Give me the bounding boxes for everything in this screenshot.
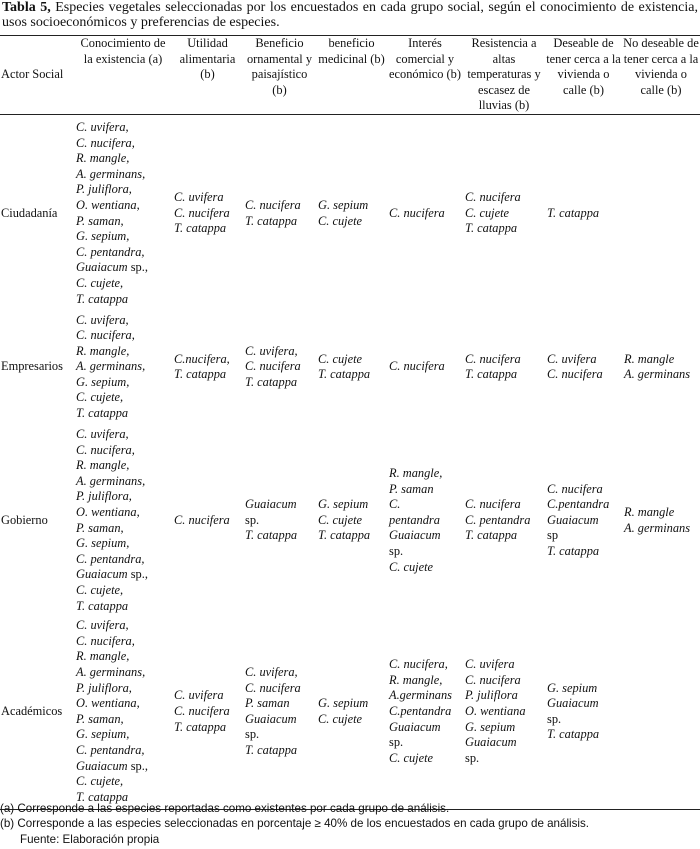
species-name: A. germinans, bbox=[76, 359, 146, 374]
species-cell bbox=[622, 307, 700, 427]
species-name: P. saman, bbox=[76, 711, 124, 726]
species-name: C. nucifera bbox=[547, 481, 603, 496]
species-name: C. cujete bbox=[389, 559, 434, 574]
species-name: C. cujete bbox=[318, 711, 363, 726]
species-name: C. bbox=[389, 497, 401, 512]
table-row bbox=[0, 427, 700, 614]
species-name: Guaiacum sp., bbox=[76, 260, 148, 275]
species-name: C. nucifera bbox=[465, 672, 521, 687]
species-name: C. uvifera bbox=[174, 688, 224, 703]
species-cell bbox=[545, 614, 622, 810]
species-cell bbox=[172, 307, 243, 427]
species-name: sp. bbox=[389, 544, 404, 559]
table-row bbox=[0, 114, 700, 307]
species-cell bbox=[316, 427, 387, 614]
species-name: C. uvifera, bbox=[76, 427, 129, 442]
species-name: C. nucifera bbox=[389, 205, 445, 220]
species-name: R. mangle, bbox=[389, 672, 443, 687]
species-name: T. catappa bbox=[465, 221, 518, 236]
species-name: C. nucifera, bbox=[389, 657, 448, 672]
species-cell bbox=[463, 307, 545, 427]
species-name: C. nucifera bbox=[465, 497, 521, 512]
note-b: (b) Corresponde a las especies seleccionadas en porcentaje ≥ 40% de los encuestados en cada grupo de análisis. bbox=[0, 817, 589, 831]
species-name: T. catappa bbox=[547, 544, 600, 559]
species-name: T. catappa bbox=[76, 598, 129, 613]
header-deseable: Deseable de tener cerca a la vivienda o calle (b) bbox=[546, 36, 621, 97]
species-name: P. saman bbox=[389, 481, 434, 496]
species-name: C. pentandra bbox=[465, 512, 531, 527]
species-cell bbox=[545, 114, 622, 307]
species-name: Guaiacum bbox=[547, 512, 599, 527]
header-resistencia: Resistencia a altas temperaturas y escasez de lluvias (b) bbox=[467, 36, 541, 113]
species-name: A. germinans, bbox=[76, 166, 146, 181]
species-name: T. catappa bbox=[547, 727, 600, 742]
species-name: C. cujete bbox=[318, 512, 363, 527]
species-cell bbox=[243, 614, 316, 810]
species-name: Guaiacum bbox=[389, 719, 441, 734]
species-name: Guaiacum bbox=[547, 696, 599, 711]
header-actor-social: Actor Social bbox=[1, 67, 64, 82]
species-name: sp. bbox=[245, 727, 260, 742]
species-name: C. uvifera, bbox=[76, 618, 129, 633]
species-name: Guaiacum sp., bbox=[76, 567, 148, 582]
species-cell bbox=[243, 427, 316, 614]
species-name: G. sepium, bbox=[76, 727, 130, 742]
species-name: T. catappa bbox=[76, 406, 129, 421]
species-name: T. catappa bbox=[174, 719, 227, 734]
species-name: C. pentandra, bbox=[76, 742, 145, 757]
species-name: P. juliflora, bbox=[76, 680, 132, 695]
species-cell bbox=[622, 114, 700, 307]
header-interes-comercial: Interés comercial y económico (b) bbox=[389, 36, 461, 82]
species-name: R. mangle, bbox=[76, 343, 130, 358]
table-header-row bbox=[0, 36, 700, 115]
species-cell bbox=[243, 307, 316, 427]
species-name: C. pentandra, bbox=[76, 244, 145, 259]
species-name: C. cujete, bbox=[76, 390, 124, 405]
species-name: sp. bbox=[245, 512, 260, 527]
species-name: O. wentiana, bbox=[76, 197, 140, 212]
species-name: A. germinans, bbox=[76, 664, 146, 679]
species-name: C. uvifera bbox=[465, 657, 515, 672]
table-caption bbox=[2, 0, 698, 30]
species-name: P. juliflora, bbox=[76, 489, 132, 504]
species-cell bbox=[316, 114, 387, 307]
species-cell bbox=[387, 427, 463, 614]
species-name: A. germinans bbox=[624, 520, 691, 535]
species-name: R. mangle, bbox=[389, 466, 443, 481]
species-name: C. nucifera bbox=[174, 205, 230, 220]
species-name: C. cujete bbox=[318, 351, 363, 366]
species-name: C. cujete, bbox=[76, 583, 124, 598]
species-name: P. saman bbox=[245, 696, 290, 711]
header-beneficio-medicinal: beneficio medicinal (b) bbox=[318, 36, 385, 66]
species-name: R. mangle, bbox=[76, 649, 130, 664]
species-name: Guaiacum sp., bbox=[76, 758, 148, 773]
actor-cell: Empresarios bbox=[1, 359, 63, 374]
header-utilidad-alimentaria: Utilidad alimentaria (b) bbox=[179, 36, 236, 82]
species-name: G. sepium, bbox=[76, 374, 130, 389]
species-name: R. mangle, bbox=[76, 151, 130, 166]
table-notes bbox=[0, 801, 589, 847]
species-name: O. wentiana bbox=[465, 703, 526, 718]
species-name: G. sepium bbox=[318, 497, 369, 512]
species-cell bbox=[463, 614, 545, 810]
species-name: C. nucifera, bbox=[76, 442, 135, 457]
species-name: Guaiacum bbox=[465, 735, 517, 750]
species-name: T. catappa bbox=[318, 367, 371, 382]
species-name: O. wentiana, bbox=[76, 505, 140, 520]
actor-cell: Gobierno bbox=[1, 512, 48, 527]
species-cell bbox=[172, 114, 243, 307]
species-name: R. mangle bbox=[624, 505, 675, 520]
species-name: C. nucifera bbox=[245, 680, 301, 695]
species-name: P. saman, bbox=[76, 213, 124, 228]
species-name: C. pentandra, bbox=[76, 551, 145, 566]
species-name: O. wentiana, bbox=[76, 696, 140, 711]
species-name: C. nucifera bbox=[547, 367, 603, 382]
species-name: T. catappa bbox=[245, 528, 298, 543]
species-name: T. catappa bbox=[76, 291, 129, 306]
species-name: C.nucifera, bbox=[174, 351, 230, 366]
species-cell bbox=[622, 614, 700, 810]
table-row bbox=[0, 614, 700, 810]
species-name: Guaiacum bbox=[245, 711, 297, 726]
table-caption-text: Especies vegetales seleccionadas por los encuestados en cada grupo social, según el conocimiento de existencia, usos socioeconómicos y preferencias de especies. bbox=[2, 0, 698, 30]
species-cell bbox=[622, 427, 700, 614]
species-name: G. sepium bbox=[318, 696, 369, 711]
species-name: C. uvifera, bbox=[76, 119, 129, 134]
species-cell bbox=[316, 614, 387, 810]
species-cell bbox=[545, 307, 622, 427]
species-name: Guaiacum bbox=[245, 497, 297, 512]
species-name: C. nucifera, bbox=[76, 633, 135, 648]
species-name: C. cujete bbox=[465, 205, 510, 220]
species-name: C. cujete, bbox=[76, 774, 124, 789]
species-name: A. germinans bbox=[624, 367, 691, 382]
source-note: Fuente: Elaboración propia bbox=[20, 832, 160, 846]
species-name: C. cujete, bbox=[76, 275, 124, 290]
species-cell bbox=[74, 114, 172, 307]
species-name: T. catappa bbox=[465, 367, 518, 382]
species-name: A.germinans bbox=[389, 688, 452, 703]
species-name: T. catappa bbox=[318, 528, 371, 543]
species-name: G. sepium bbox=[318, 197, 369, 212]
species-name: T. catappa bbox=[245, 213, 298, 228]
species-name: P. juliflora, bbox=[76, 182, 132, 197]
table-caption-label: Tabla 5, bbox=[2, 0, 51, 15]
species-cell bbox=[243, 114, 316, 307]
table-row bbox=[0, 307, 700, 427]
species-name: T. catappa bbox=[245, 374, 298, 389]
species-cell bbox=[74, 307, 172, 427]
species-cell bbox=[387, 114, 463, 307]
species-name: sp. bbox=[547, 711, 562, 726]
species-cell bbox=[74, 427, 172, 614]
species-cell bbox=[545, 427, 622, 614]
species-cell bbox=[387, 307, 463, 427]
header-beneficio-ornamental: Beneficio ornamental y paisajístico (b) bbox=[246, 36, 313, 97]
species-name: C. uvifera, bbox=[76, 312, 129, 327]
species-name: A. germinans, bbox=[76, 473, 146, 488]
species-name: T. catappa bbox=[547, 205, 600, 220]
species-name: T. catappa bbox=[465, 528, 518, 543]
header-no-deseable: No deseable de tener cerca a la vivienda o calle (b) bbox=[623, 36, 699, 97]
species-name: R. mangle, bbox=[76, 458, 130, 473]
species-name: C. nucifera, bbox=[76, 328, 135, 343]
species-name: C. cujete bbox=[389, 750, 434, 765]
species-name: C.pentandra bbox=[547, 497, 610, 512]
species-name: P. saman, bbox=[76, 520, 124, 535]
species-name: sp bbox=[547, 528, 559, 543]
species-name: C. nucifera bbox=[245, 197, 301, 212]
species-name: sp. bbox=[465, 750, 480, 765]
species-name: sp. bbox=[389, 735, 404, 750]
species-cell bbox=[463, 114, 545, 307]
species-name: C.pentandra bbox=[389, 703, 452, 718]
species-cell bbox=[172, 427, 243, 614]
species-name: C. nucifera bbox=[465, 351, 521, 366]
species-cell bbox=[172, 614, 243, 810]
species-name: C. uvifera, bbox=[245, 343, 298, 358]
species-name: C. nucifera bbox=[245, 359, 301, 374]
species-name: P. juliflora bbox=[465, 688, 518, 703]
species-name: R. mangle bbox=[624, 351, 675, 366]
species-name: C. uvifera, bbox=[245, 664, 298, 679]
actor-cell: Ciudadanía bbox=[1, 205, 58, 220]
species-name: C. uvifera bbox=[174, 190, 224, 205]
species-name: C. nucifera bbox=[174, 512, 230, 527]
species-name: C. uvifera bbox=[547, 351, 597, 366]
species-name: T. catappa bbox=[245, 742, 298, 757]
species-cell bbox=[387, 614, 463, 810]
species-name: C. nucifera bbox=[389, 359, 445, 374]
species-name: C. nucifera, bbox=[76, 135, 135, 150]
species-name: T. catappa bbox=[76, 789, 129, 804]
species-name: T. catappa bbox=[174, 221, 227, 236]
species-name: C. cujete bbox=[318, 213, 363, 228]
species-name: Guaiacum bbox=[389, 528, 441, 543]
species-name: G. sepium bbox=[465, 719, 516, 734]
species-name: T. catappa bbox=[174, 367, 227, 382]
actor-cell: Académicos bbox=[1, 703, 63, 718]
species-name: G. sepium, bbox=[76, 536, 130, 551]
species-name: C. nucifera bbox=[465, 190, 521, 205]
species-name: C. nucifera bbox=[174, 703, 230, 718]
header-conocimiento: Conocimiento de la existencia (a) bbox=[80, 36, 166, 66]
species-cell bbox=[316, 307, 387, 427]
species-table bbox=[0, 35, 700, 810]
species-name: G. sepium bbox=[547, 680, 598, 695]
species-cell bbox=[463, 427, 545, 614]
note-a: (a) Corresponde a las especies reportadas como existentes por cada grupo de análisis. bbox=[0, 802, 450, 815]
species-name: G. sepium, bbox=[76, 229, 130, 244]
table-body bbox=[0, 114, 700, 809]
species-cell bbox=[74, 614, 172, 810]
species-name: pentandra bbox=[389, 512, 440, 527]
